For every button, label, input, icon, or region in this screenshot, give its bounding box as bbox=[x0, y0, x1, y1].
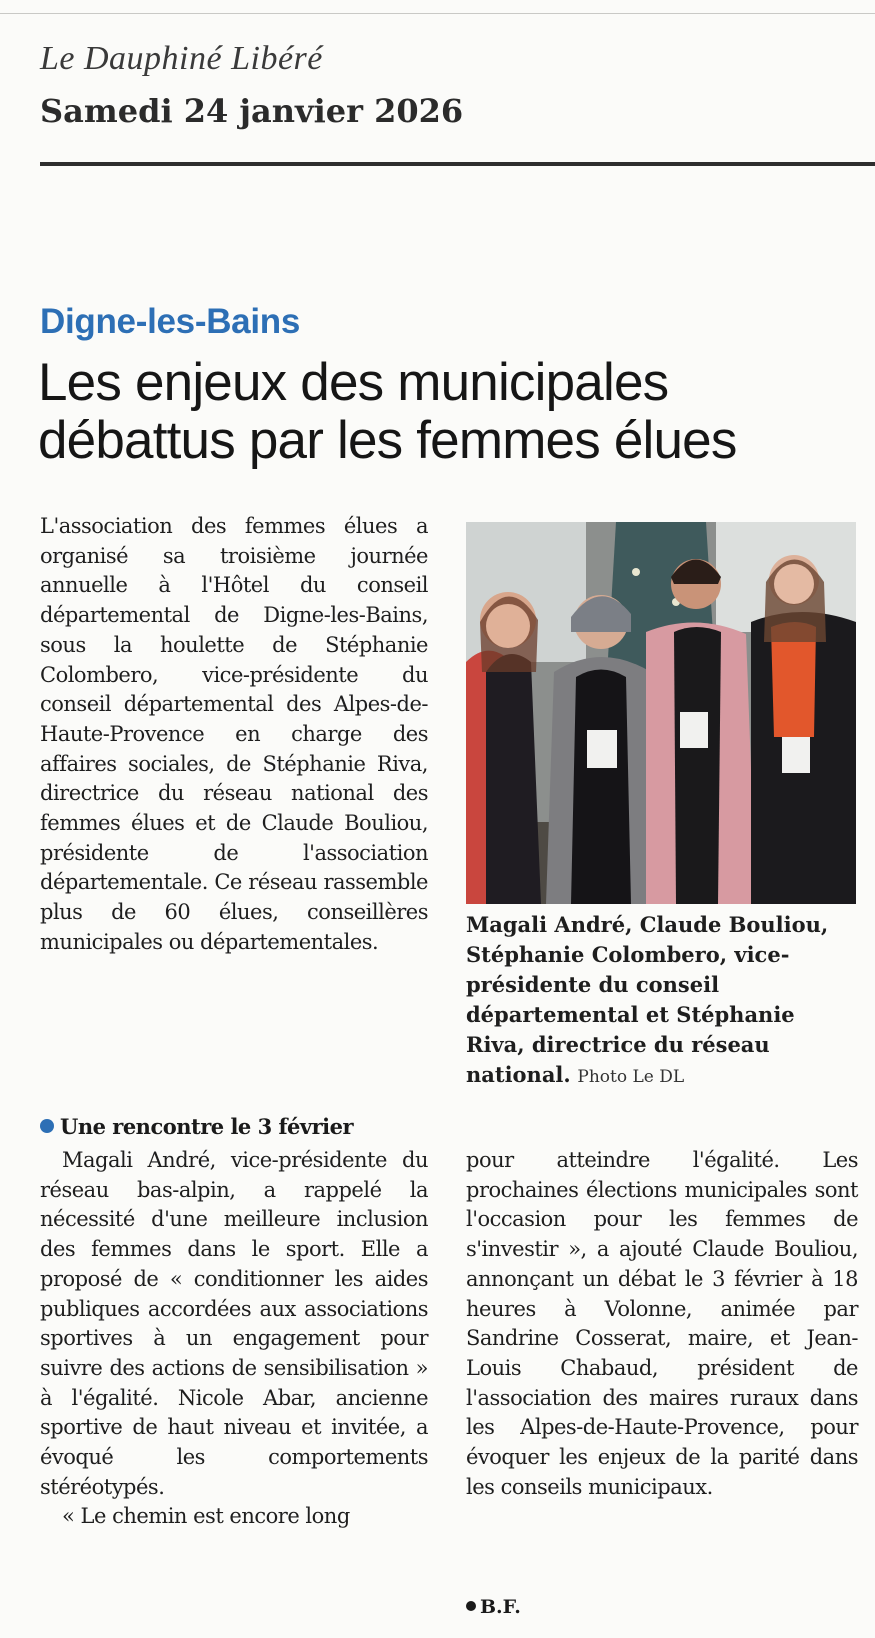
header-divider bbox=[40, 162, 875, 166]
subhead-bullet-icon bbox=[40, 1119, 54, 1133]
group-photo-image bbox=[466, 522, 856, 904]
photo-caption-text: Magali André, Claude Bouliou, Stéphanie Colombero, vice-présidente du conseil départemental et Stéphanie Riva, directrice du réseau national. bbox=[466, 912, 829, 1087]
photo-caption bbox=[466, 910, 858, 1092]
signature-text: B.F. bbox=[480, 1596, 521, 1618]
article-signature bbox=[466, 1596, 521, 1618]
article-subhead bbox=[40, 1114, 353, 1139]
body-left-text: Magali André, vice-présidente du réseau bas-alpin, a rappelé la nécessité d'une meilleure inclusion des femmes dans le sport. Elle a proposé de « conditionner les aides publiques accordées aux associations sportives à un engagement pour suivre des actions de sensibilisation » à l'égalité. Nicole Abar, ancienne sportive de haut niveau et invitée, a évoqué les comportements stéréotypés. bbox=[40, 1148, 428, 1499]
top-border bbox=[0, 13, 875, 14]
body-left-quote: « Le chemin est encore long bbox=[62, 1504, 350, 1529]
article-body-right: pour atteindre l'égalité. Les prochaines élections municipales sont l'occasion pour les femmes de s'investir », a ajouté Claude Bouliou, annonçant un débat le 3 février à 18 heures à Volonne, animée par Sandrine Cosserat, maire, et Jean-Louis Chabaud, président de l'association des maires ruraux dans les Alpes-de-Haute-Provence, pour évoquer les enjeux de la parité dans les conseils municipaux. bbox=[466, 1148, 858, 1499]
signature-bullet-icon bbox=[466, 1601, 476, 1611]
article-intro: L'association des femmes élues a organisé sa troisième journée annuelle à l'Hôtel du conseil départemental de Digne-les-Bains, sous la houlette de Stéphanie Colombero, vice-présidente du conseil départemental des Alpes-de-Haute-Provence en charge des affaires sociales, de Stéphanie Riva, directrice du réseau national des femmes élues et de Claude Bouliou, présidente de l'association départementale. Ce réseau rassemble plus de 60 élues, conseillères municipales ou départementales. bbox=[40, 514, 428, 954]
subhead-text: Une rencontre le 3 février bbox=[60, 1114, 354, 1139]
article-kicker: Digne-les-Bains bbox=[40, 302, 300, 341]
article-body-left bbox=[40, 1146, 428, 1532]
photo-credit: Photo Le DL bbox=[577, 1067, 685, 1087]
article-photo bbox=[466, 522, 856, 904]
publication-name: Le Dauphiné Libéré bbox=[40, 40, 323, 77]
publication-date: Samedi 24 janvier 2026 bbox=[40, 92, 464, 130]
article-headline: Les enjeux des municipales débattus par les femmes élues bbox=[38, 353, 737, 470]
